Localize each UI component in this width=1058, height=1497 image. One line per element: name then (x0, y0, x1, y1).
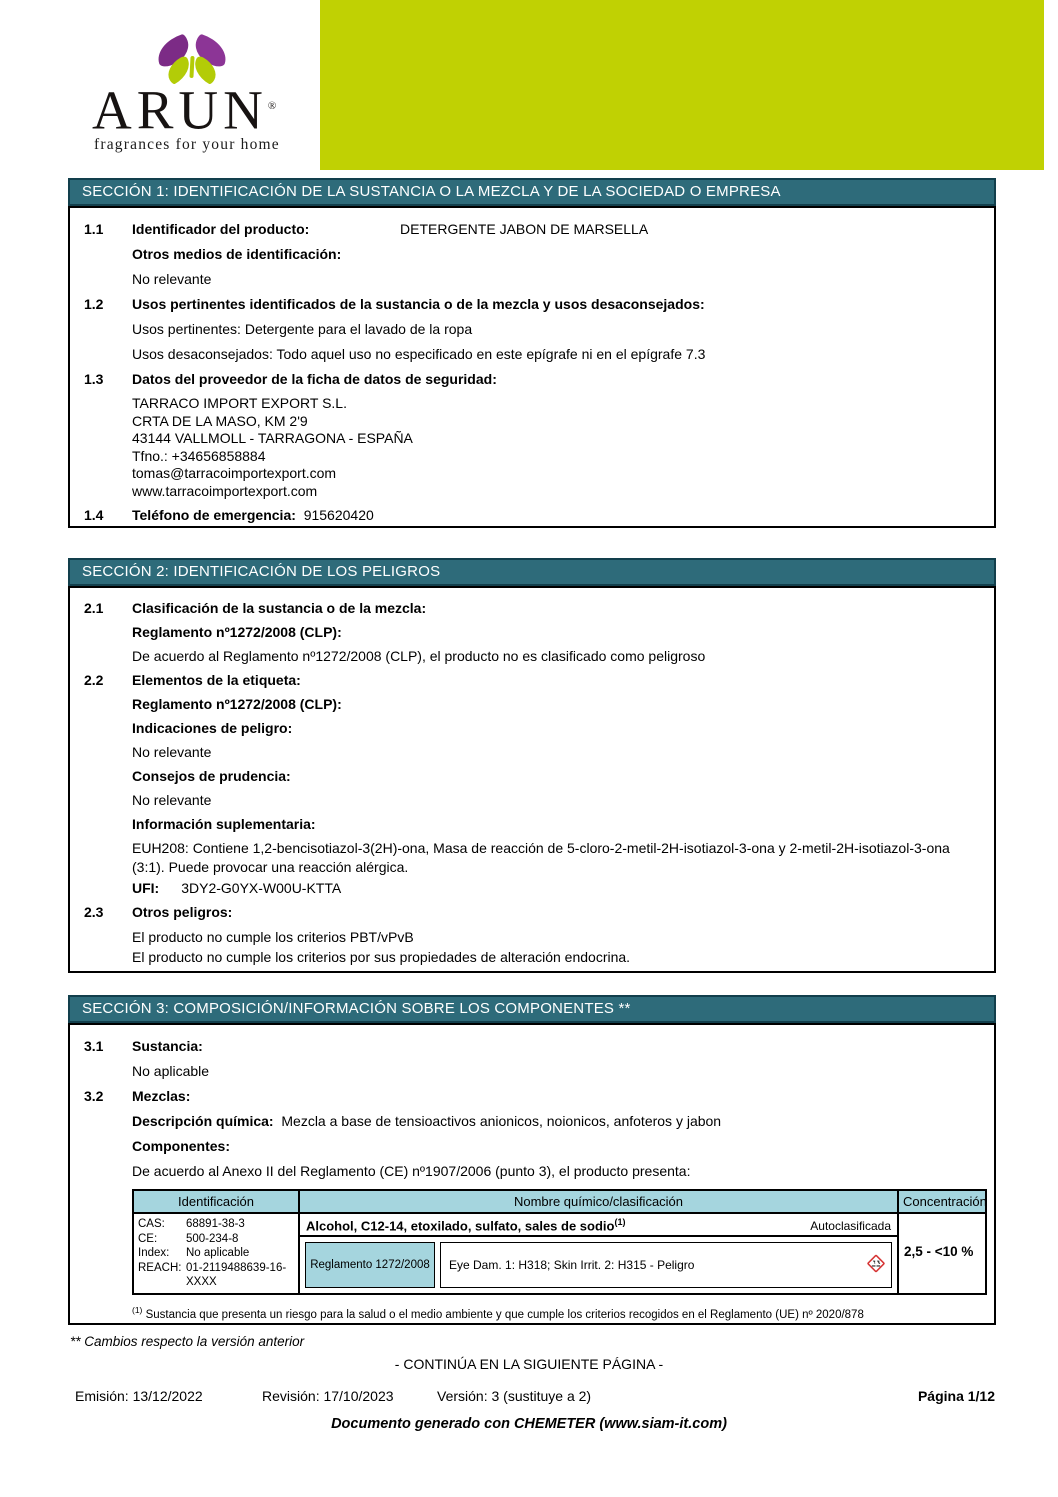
emergency-phone-label: Teléfono de emergencia: (132, 507, 296, 523)
item-1-2: 1.2 Usos pertinentes identificados de la sustancia o de la mezcla y usos desaconsejados: (70, 295, 982, 314)
section-2 (68, 558, 996, 973)
revision-date: Revisión: 17/10/2023 (262, 1388, 394, 1404)
section-3 (68, 995, 996, 1325)
version-info: Versión: 3 (sustituye a 2) (437, 1388, 592, 1404)
item-1-4: 1.4 Teléfono de emergencia: 915620420 (84, 507, 374, 523)
hazard-statements-label: Indicaciones de peligro: (132, 720, 293, 736)
document-meta-row (75, 1388, 995, 1404)
section-1 (68, 178, 996, 528)
brand-color-block (320, 0, 1044, 170)
footnote-ref: (1) (614, 1217, 626, 1227)
other-ident-label: Otros medios de identificación: (132, 246, 342, 262)
substance-name: Alcohol, C12-14, etoxilado, sulfato, sales de sodio (306, 1218, 615, 1234)
hazard-statements-value: No relevante (132, 744, 212, 760)
section-3-body (68, 1023, 996, 1325)
ufi-row (70, 879, 982, 898)
changes-note: ** Cambios respecto la versión anterior (70, 1334, 305, 1349)
section-2-title: SECCIÓN 2: IDENTIFICACIÓN DE LOS PELIGROS (68, 558, 996, 586)
item-2-1: 2.1 Clasificación de la sustancia o de la mezcla: (70, 599, 982, 618)
ce-number: 500-234-8 (186, 1232, 239, 1245)
item-3-2: 3.2 Mezclas: (70, 1087, 982, 1106)
euh208-text: EUH208: Contiene 1,2-bencisotiazol-3(2H)-ona, Masa de reacción de 5-cloro-2-metil-2H-isotiazol-3-ona y 2-metil-2H-isotiazol-3-ona (3:1). Puede provocar una reacción alérgica. (132, 840, 950, 875)
supplier-address (132, 395, 982, 500)
endocrine-line: El producto no cumple los criterios por sus propiedades de alteración endocrina. (132, 949, 631, 965)
supplementary-info-label: Información suplementaria: (132, 816, 316, 832)
other-hazards-label: Otros peligros: (132, 904, 233, 920)
page-number: Página 1/12 (917, 1388, 995, 1404)
substance-value: No aplicable (132, 1063, 210, 1079)
precautionary-label: Consejos de prudencia: (132, 768, 291, 784)
emergency-phone-value: 915620420 (303, 507, 374, 523)
uses-advised-against: Usos desaconsejados: Todo aquel uso no especificado en este epígrafe ni en el epígrafe 7.3 (132, 346, 706, 362)
registered-mark: ® (267, 100, 277, 112)
mixtures-label: Mezclas: (132, 1088, 191, 1104)
company-logo (92, 34, 302, 158)
identification-cell: CAS: 68891-38-3 CE: 500-234-8 Index: No aplicable REACH: 01-2119488639-16-XXXX (134, 1214, 300, 1293)
chemical-name-cell (300, 1214, 899, 1293)
generated-by-note: Documento generado con CHEMETER (www.siam-it.com) (331, 1416, 727, 1432)
supplier-label: Datos del proveedor de la ficha de datos de seguridad: (132, 371, 497, 387)
concentration-cell: 2,5 - <10 % (904, 1244, 974, 1259)
clp-regulation-label-2: Reglamento nº1272/2008 (CLP): (132, 696, 342, 712)
logo-wordmark: ARUN® (92, 79, 277, 141)
classification-label: Clasificación de la sustancia o de la mezcla: (132, 600, 427, 616)
item-2-3: 2.3 Otros peligros: (70, 903, 982, 922)
other-hazards-text (132, 927, 982, 967)
components-table (132, 1189, 987, 1295)
supplier-street: CRTA DE LA MASO, KM 2'9 (132, 412, 308, 429)
label-elements-label: Elementos de la etiqueta: (132, 672, 301, 688)
product-identifier-label: Identificador del producto: (132, 221, 310, 237)
components-table-header (134, 1191, 985, 1214)
ghs-corrosion-icon (866, 1253, 886, 1276)
section-1-title: SECCIÓN 1: IDENTIFICACIÓN DE LA SUSTANCIA O LA MEZCLA Y DE LA SOCIEDAD O EMPRESA (68, 178, 996, 206)
col-concentration: Concentración (903, 1194, 987, 1209)
regulation-cell: Reglamento 1272/2008 (305, 1242, 435, 1287)
autoclassified-flag: Autoclasificada (810, 1219, 891, 1234)
ufi-label: UFI: (132, 880, 160, 896)
chem-description-label: Descripción química: (132, 1113, 274, 1129)
supplier-phone: Tfno.: +34656858884 (132, 447, 266, 464)
ufi-value: 3DY2-G0YX-W00U-KTTA (181, 880, 342, 896)
table-row (134, 1214, 985, 1293)
item-3-1: 3.1 Sustancia: (70, 1037, 982, 1056)
emission-date: Emisión: 13/12/2022 (75, 1388, 203, 1404)
components-label: Componentes: (132, 1138, 230, 1154)
col-chemical-name: Nombre químico/clasificación (300, 1191, 899, 1212)
supplier-email: tomas@tarracoimportexport.com (132, 465, 337, 481)
section-1-body (68, 206, 996, 528)
classification-cell (440, 1242, 892, 1287)
substance-label: Sustancia: (132, 1038, 203, 1054)
continues-next-page: - CONTINÚA EN LA SIGUIENTE PÁGINA - (394, 1356, 664, 1372)
supplier-name: TARRACO IMPORT EXPORT S.L. (132, 395, 347, 411)
clp-regulation-label: Reglamento nº1272/2008 (CLP): (132, 624, 342, 640)
section-2-body (68, 586, 996, 973)
supplier-city: 43144 VALLMOLL - TARRAGONA - ESPAÑA (132, 430, 413, 446)
uses-identified: Usos pertinentes: Detergente para el lavado de la ropa (132, 321, 473, 337)
classification-text: Eye Dam. 1: H318; Skin Irrit. 2: H315 - Peligro (449, 1257, 695, 1272)
uses-label: Usos pertinentes identificados de la sustancia o de la mezcla y usos desaconsejados: (132, 296, 705, 312)
item-1-3: 1.3 Datos del proveedor de la ficha de datos de seguridad: (70, 370, 982, 389)
logo-tagline: fragrances for your home (94, 136, 280, 153)
col-identification: Identificación (134, 1191, 300, 1212)
cas-number: 68891-38-3 (186, 1218, 245, 1230)
clp-classification-text: De acuerdo al Reglamento nº1272/2008 (CLP), el producto no es clasificado como peligroso (132, 648, 706, 664)
chem-description-value: Mezcla a base de tensioactivos anionicos, noionicos, anfoteros y jabon (281, 1113, 722, 1129)
reach-number: 01-2119488639-16-XXXX (186, 1261, 287, 1288)
item-2-2: 2.2 Elementos de la etiqueta: (70, 671, 982, 690)
other-ident-value: No relevante (132, 271, 212, 287)
index-number: No aplicable (186, 1247, 250, 1259)
product-identifier-value: DETERGENTE JABON DE MARSELLA (400, 221, 649, 237)
table-footnote: $^{(1)}$ Sustancia que presenta un riesgo para la salud o el medio ambiente y que cumple los criterios recogidos en el Reglamento (UE) nº 2020/878 (132, 1304, 864, 1321)
components-intro: De acuerdo al Anexo II del Reglamento (CE) nº1907/2006 (punto 3), el producto presenta: (132, 1163, 691, 1179)
item-1-1: 1.1 Identificador del producto: DETERGENTE JABON DE MARSELLA (84, 221, 649, 237)
pbt-line: El producto no cumple los criterios PBT/vPvB (132, 929, 414, 945)
precautionary-value: No relevante (132, 792, 212, 808)
supplier-website: www.tarracoimportexport.com (132, 482, 318, 499)
section-3-title: SECCIÓN 3: COMPOSICIÓN/INFORMACIÓN SOBRE LOS COMPONENTES ** (68, 995, 996, 1023)
